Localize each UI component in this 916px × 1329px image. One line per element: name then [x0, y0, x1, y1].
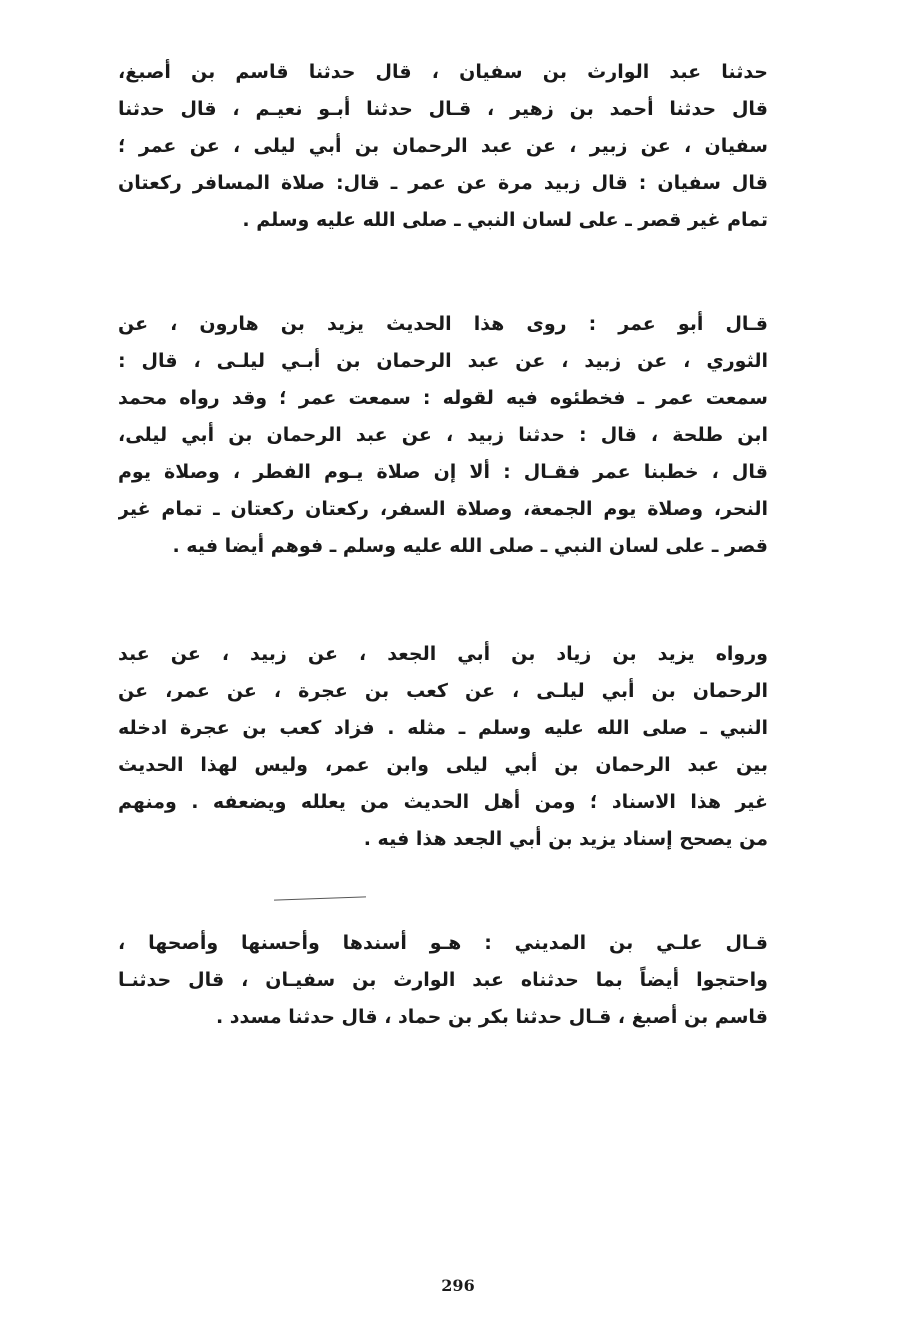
- text-line: النبي ـ صلى الله عليه وسلم ـ مثله . فزاد كعب بن عجرة ادخله: [118, 717, 768, 739]
- text-line: سفيان ، عن زبير ، عن عبد الرحمان بن أبي ليلى ، عن عمر ؛: [118, 135, 768, 157]
- text-line: تمام غير قصر ـ على لسان النبي ـ صلى الله عليه وسلم .: [242, 209, 768, 231]
- text-line: قصر ـ على لسان النبي ـ صلى الله عليه وسلم ـ فوهم أيضا فيه .: [172, 535, 768, 557]
- text-line: الثوري ، عن زبيد ، عن عبد الرحمان بن أبـي ليلـى ، قال :: [118, 350, 768, 372]
- separator-rule: [274, 896, 366, 900]
- paragraph-2: [118, 306, 768, 565]
- text-line: من يصحح إسناد يزيد بن أبي الجعد هذا فيه .: [363, 828, 768, 850]
- text-line: سمعت عمر ـ فخطئوه فيه لقوله : سمعت عمر ؛ وقد رواه محمد: [118, 387, 768, 409]
- paragraph-3: [118, 636, 768, 858]
- text-line: قال حدثنا أحمد بن زهير ، قـال حدثنا أبـو نعيـم ، قال حدثنا: [118, 98, 768, 120]
- page-number: 296: [441, 1276, 475, 1295]
- text-line: غير هذا الاسناد ؛ ومن أهل الحديث من يعلله ويضعفه . ومنهم: [118, 791, 768, 813]
- text-line: ورواه يزيد بن زياد بن أبي الجعد ، عن زبيد ، عن عبد: [118, 643, 768, 665]
- text-line: بين عبد الرحمان بن أبي ليلى وابن عمر، وليس لهذا الحديث: [118, 754, 768, 776]
- text-line: الرحمان بن أبي ليلـى ، عن كعب بن عجرة ، عن عمر، عن: [118, 680, 768, 702]
- text-line: قـال علـي بن المديني : هـو أسندها وأحسنها وأصحها ،: [118, 932, 768, 954]
- text-line: قال سفيان : قال زبيد مرة عن عمر ـ قال: صلاة المسافر ركعتان: [118, 172, 768, 194]
- paragraph-1: [118, 54, 768, 239]
- text-line: ابن طلحة ، قال : حدثنا زبيد ، عن عبد الرحمان بن أبي ليلى،: [118, 424, 768, 446]
- paragraph-4: [118, 925, 768, 1036]
- text-line: حدثنا عبد الوارث بن سفيان ، قال حدثنا قاسم بن أصبغ،: [118, 61, 768, 83]
- text-line: واحتجوا أيضاً بما حدثناه عبد الوارث بن سفيـان ، قال حدثنـا: [118, 969, 768, 991]
- text-line: قاسم بن أصبغ ، قـال حدثنا بكر بن حماد ، قال حدثنا مسدد .: [215, 1006, 768, 1028]
- text-line: قـال أبو عمر : روى هذا الحديث يزيد بن هارون ، عن: [118, 313, 768, 335]
- text-line: النحر، وصلاة يوم الجمعة، وصلاة السفر، ركعتان ركعتان ـ تمام غير: [118, 498, 768, 520]
- text-line: قال ، خطبنا عمر فقـال : ألا إن صلاة يـوم الفطر ، وصلاة يوم: [118, 461, 768, 483]
